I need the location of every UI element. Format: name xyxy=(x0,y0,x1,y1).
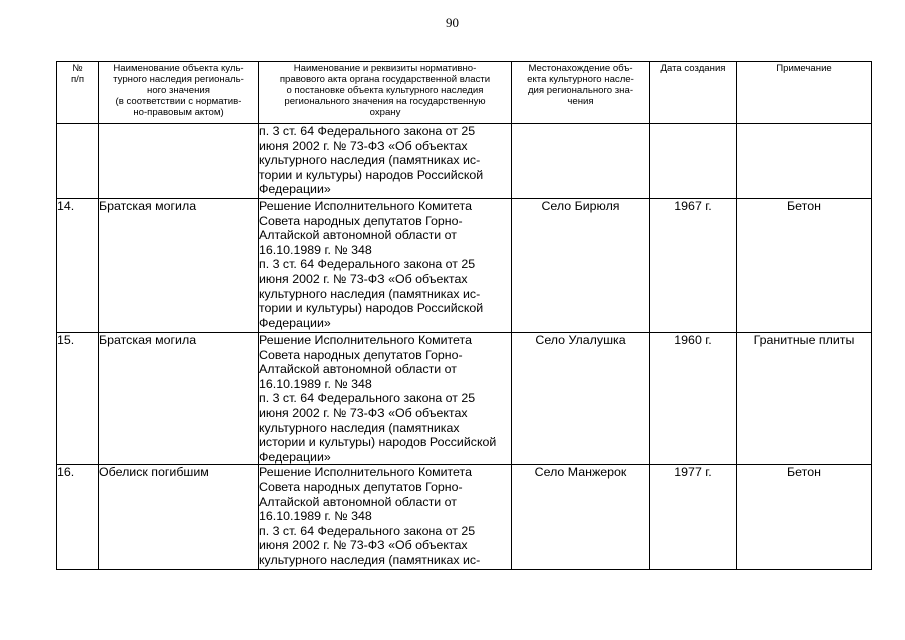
cell-name: Братская могила xyxy=(99,333,259,465)
cell-date: 1967 г. xyxy=(650,199,737,333)
header-note: Примечание xyxy=(737,62,872,124)
table-row xyxy=(57,199,872,333)
cell-name: Братская могила xyxy=(99,199,259,333)
cell-act: Решение Исполнительного Комитета Совета народных депутатов Горно- Алтайской автономной области от 16.10.1989 г. № 348 п. 3 ст. 64 Федерального закона от 25 июня 2002 г. № 73-ФЗ «Об объектах культурного наследия (памятниках ис- тории и культуры) народов Российской Федерации» xyxy=(259,199,512,333)
header-location: Местонахождение объ- екта культурного насле- дия регионального зна- чения xyxy=(512,62,650,124)
header-date: Дата создания xyxy=(650,62,737,124)
cell-num: 16. xyxy=(57,465,99,570)
cell-note xyxy=(737,124,872,199)
cell-act: Решение Исполнительного Комитета Совета народных депутатов Горно- Алтайской автономной области от 16.10.1989 г. № 348 п. 3 ст. 64 Федерального закона от 25 июня 2002 г. № 73-ФЗ «Об объектах культурного наследия (памятниках ис- xyxy=(259,465,512,570)
cell-location xyxy=(512,124,650,199)
cell-date xyxy=(650,124,737,199)
table-row xyxy=(57,333,872,465)
cell-location: Село Бирюля xyxy=(512,199,650,333)
cell-name: Обелиск погибшим xyxy=(99,465,259,570)
cell-date: 1977 г. xyxy=(650,465,737,570)
cell-name xyxy=(99,124,259,199)
page-number: 90 xyxy=(446,15,459,30)
cell-location: Село Улалушка xyxy=(512,333,650,465)
table-header-row xyxy=(57,62,872,124)
heritage-registry-table xyxy=(56,61,872,570)
cell-num: 14. xyxy=(57,199,99,333)
cell-note: Бетон xyxy=(737,199,872,333)
header-name: Наименование объекта куль- турного наследия региональ- ного значения (в соответствии с норматив- но-правовым актом) xyxy=(99,62,259,124)
table-row xyxy=(57,465,872,570)
cell-note: Гранитные плиты xyxy=(737,333,872,465)
cell-date: 1960 г. xyxy=(650,333,737,465)
header-num: № п/п xyxy=(57,62,99,124)
cell-num xyxy=(57,124,99,199)
cell-num: 15. xyxy=(57,333,99,465)
header-act: Наименование и реквизиты нормативно- правового акта органа государственной власти о постановке объекта культурного наследия регионального значения на государственную охрану xyxy=(259,62,512,124)
cell-location: Село Манжерок xyxy=(512,465,650,570)
cell-act: п. 3 ст. 64 Федерального закона от 25 июня 2002 г. № 73-ФЗ «Об объектах культурного наследия (памятниках ис- тории и культуры) народов Российской Федерации» xyxy=(259,124,512,199)
table-row xyxy=(57,124,872,199)
cell-note: Бетон xyxy=(737,465,872,570)
cell-act: Решение Исполнительного Комитета Совета народных депутатов Горно- Алтайской автономной области от 16.10.1989 г. № 348 п. 3 ст. 64 Федерального закона от 25 июня 2002 г. № 73-ФЗ «Об объектах культурного наследия (памятниках истории и культуры) народов Российской Федерации» xyxy=(259,333,512,465)
